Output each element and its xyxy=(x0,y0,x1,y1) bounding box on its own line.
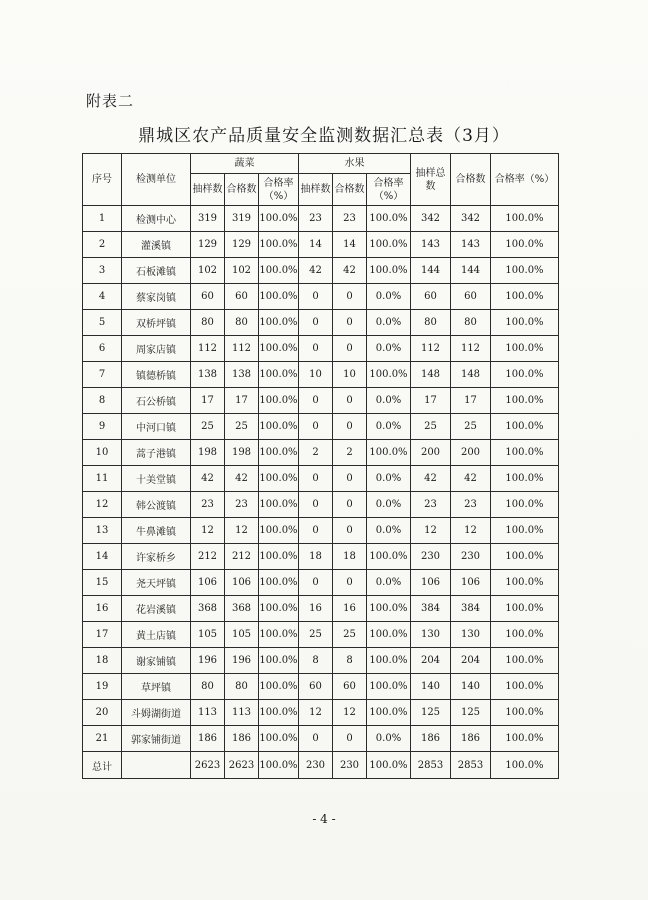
row-number: 17 xyxy=(83,622,122,648)
veg-rate: 100.0% xyxy=(259,596,299,622)
fruit-pass: 12 xyxy=(333,700,367,726)
row-unit: 牛鼻滩镇 xyxy=(122,518,191,544)
fruit-rate: 100.0% xyxy=(367,596,411,622)
veg-pass: 25 xyxy=(225,414,259,440)
table-row xyxy=(83,648,559,674)
total-pass: 106 xyxy=(451,570,491,596)
veg-sample: 196 xyxy=(191,648,225,674)
veg-rate: 100.0% xyxy=(259,648,299,674)
row-number: 2 xyxy=(83,232,122,258)
fruit-sample: 12 xyxy=(299,700,333,726)
total-rate: 100.0% xyxy=(491,466,559,492)
fruit-sample: 0 xyxy=(299,466,333,492)
total-pass: 60 xyxy=(451,284,491,310)
row-number: 16 xyxy=(83,596,122,622)
total-sample: 106 xyxy=(411,570,451,596)
fruit-sample: 8 xyxy=(299,648,333,674)
header-total-pass: 合格数 xyxy=(451,154,491,206)
veg-pass: 80 xyxy=(225,674,259,700)
total-rate: 100.0% xyxy=(491,648,559,674)
veg-pass: 17 xyxy=(225,388,259,414)
total-sample: 23 xyxy=(411,492,451,518)
total-veg-rate: 100.0% xyxy=(259,752,299,779)
table-row xyxy=(83,726,559,752)
table-row xyxy=(83,518,559,544)
veg-pass: 102 xyxy=(225,258,259,284)
veg-pass: 129 xyxy=(225,232,259,258)
total-veg-sample: 2623 xyxy=(191,752,225,779)
fruit-sample: 0 xyxy=(299,570,333,596)
fruit-rate: 0.0% xyxy=(367,310,411,336)
veg-sample: 42 xyxy=(191,466,225,492)
row-number: 15 xyxy=(83,570,122,596)
total-rate: 100.0% xyxy=(491,232,559,258)
total-rate: 100.0% xyxy=(491,362,559,388)
row-unit: 蒿子港镇 xyxy=(122,440,191,466)
veg-rate: 100.0% xyxy=(259,674,299,700)
total-all-rate: 100.0% xyxy=(491,752,559,779)
total-pass: 230 xyxy=(451,544,491,570)
fruit-pass: 0 xyxy=(333,336,367,362)
fruit-rate: 0.0% xyxy=(367,336,411,362)
table-row xyxy=(83,622,559,648)
header-fruits: 水果 xyxy=(299,154,411,174)
table-row xyxy=(83,544,559,570)
veg-pass: 42 xyxy=(225,466,259,492)
monitoring-summary-table xyxy=(82,153,559,779)
total-pass: 25 xyxy=(451,414,491,440)
row-unit: 尧天坪镇 xyxy=(122,570,191,596)
row-unit: 韩公渡镇 xyxy=(122,492,191,518)
fruit-pass: 0 xyxy=(333,726,367,752)
veg-sample: 319 xyxy=(191,206,225,232)
total-all-sample: 2853 xyxy=(411,752,451,779)
veg-pass: 113 xyxy=(225,700,259,726)
header-veg-rate: 合格率（%） xyxy=(259,174,299,206)
table-row xyxy=(83,284,559,310)
fruit-sample: 0 xyxy=(299,310,333,336)
fruit-sample: 16 xyxy=(299,596,333,622)
fruit-rate: 100.0% xyxy=(367,622,411,648)
row-number: 1 xyxy=(83,206,122,232)
total-sample: 42 xyxy=(411,466,451,492)
total-sample: 200 xyxy=(411,440,451,466)
veg-sample: 138 xyxy=(191,362,225,388)
total-pass: 17 xyxy=(451,388,491,414)
total-pass: 144 xyxy=(451,258,491,284)
fruit-pass: 0 xyxy=(333,310,367,336)
fruit-rate: 100.0% xyxy=(367,440,411,466)
total-rate: 100.0% xyxy=(491,258,559,284)
fruit-pass: 25 xyxy=(333,622,367,648)
row-unit: 十美堂镇 xyxy=(122,466,191,492)
total-rate: 100.0% xyxy=(491,284,559,310)
veg-pass: 138 xyxy=(225,362,259,388)
fruit-sample: 18 xyxy=(299,544,333,570)
veg-rate: 100.0% xyxy=(259,570,299,596)
table-row xyxy=(83,700,559,726)
fruit-rate: 0.0% xyxy=(367,388,411,414)
row-number: 13 xyxy=(83,518,122,544)
total-rate: 100.0% xyxy=(491,544,559,570)
table-row xyxy=(83,414,559,440)
table-row xyxy=(83,206,559,232)
veg-pass: 106 xyxy=(225,570,259,596)
header-veg-pass: 合格数 xyxy=(225,174,259,206)
veg-sample: 129 xyxy=(191,232,225,258)
total-rate: 100.0% xyxy=(491,596,559,622)
total-sample: 80 xyxy=(411,310,451,336)
table-row xyxy=(83,570,559,596)
table-title: 鼎城区农产品质量安全监测数据汇总表（3月） xyxy=(138,126,510,146)
total-rate: 100.0% xyxy=(491,206,559,232)
veg-rate: 100.0% xyxy=(259,206,299,232)
veg-sample: 368 xyxy=(191,596,225,622)
fruit-rate: 0.0% xyxy=(367,492,411,518)
veg-rate: 100.0% xyxy=(259,700,299,726)
row-number: 4 xyxy=(83,284,122,310)
fruit-sample: 0 xyxy=(299,336,333,362)
row-number: 6 xyxy=(83,336,122,362)
fruit-rate: 100.0% xyxy=(367,700,411,726)
row-unit: 黄土店镇 xyxy=(122,622,191,648)
fruit-sample: 14 xyxy=(299,232,333,258)
fruit-rate: 0.0% xyxy=(367,570,411,596)
fruit-sample: 25 xyxy=(299,622,333,648)
total-pass: 42 xyxy=(451,466,491,492)
fruit-sample: 42 xyxy=(299,258,333,284)
veg-sample: 212 xyxy=(191,544,225,570)
total-rate: 100.0% xyxy=(491,518,559,544)
fruit-sample: 0 xyxy=(299,284,333,310)
row-number: 9 xyxy=(83,414,122,440)
veg-rate: 100.0% xyxy=(259,362,299,388)
total-pass: 200 xyxy=(451,440,491,466)
total-pass: 342 xyxy=(451,206,491,232)
veg-sample: 80 xyxy=(191,674,225,700)
veg-sample: 105 xyxy=(191,622,225,648)
row-number: 3 xyxy=(83,258,122,284)
fruit-sample: 0 xyxy=(299,414,333,440)
veg-sample: 113 xyxy=(191,700,225,726)
veg-pass: 80 xyxy=(225,310,259,336)
veg-pass: 60 xyxy=(225,284,259,310)
fruit-pass: 0 xyxy=(333,492,367,518)
total-fruit-sample: 230 xyxy=(299,752,333,779)
row-number: 7 xyxy=(83,362,122,388)
total-sample: 384 xyxy=(411,596,451,622)
table-row xyxy=(83,232,559,258)
veg-sample: 25 xyxy=(191,414,225,440)
header-fruit-rate: 合格率（%） xyxy=(367,174,411,206)
fruit-pass: 0 xyxy=(333,466,367,492)
veg-rate: 100.0% xyxy=(259,414,299,440)
veg-pass: 105 xyxy=(225,622,259,648)
total-sample: 112 xyxy=(411,336,451,362)
fruit-pass: 0 xyxy=(333,388,367,414)
table-row xyxy=(83,596,559,622)
veg-rate: 100.0% xyxy=(259,726,299,752)
row-number: 19 xyxy=(83,674,122,700)
fruit-sample: 0 xyxy=(299,518,333,544)
veg-rate: 100.0% xyxy=(259,310,299,336)
fruit-rate: 0.0% xyxy=(367,466,411,492)
total-rate: 100.0% xyxy=(491,336,559,362)
veg-rate: 100.0% xyxy=(259,388,299,414)
veg-rate: 100.0% xyxy=(259,336,299,362)
row-unit: 检测中心 xyxy=(122,206,191,232)
veg-sample: 23 xyxy=(191,492,225,518)
total-rate: 100.0% xyxy=(491,440,559,466)
total-sample: 230 xyxy=(411,544,451,570)
row-unit: 谢家铺镇 xyxy=(122,648,191,674)
table-row xyxy=(83,388,559,414)
fruit-sample: 2 xyxy=(299,440,333,466)
total-all-pass: 2853 xyxy=(451,752,491,779)
veg-pass: 23 xyxy=(225,492,259,518)
row-unit: 石公桥镇 xyxy=(122,388,191,414)
veg-pass: 319 xyxy=(225,206,259,232)
total-sample: 186 xyxy=(411,726,451,752)
row-number: 21 xyxy=(83,726,122,752)
total-rate: 100.0% xyxy=(491,622,559,648)
row-unit: 双桥坪镇 xyxy=(122,310,191,336)
fruit-rate: 100.0% xyxy=(367,674,411,700)
fruit-pass: 16 xyxy=(333,596,367,622)
table-row xyxy=(83,440,559,466)
total-pass: 140 xyxy=(451,674,491,700)
veg-rate: 100.0% xyxy=(259,544,299,570)
fruit-pass: 0 xyxy=(333,414,367,440)
total-veg-pass: 2623 xyxy=(225,752,259,779)
total-pass: 12 xyxy=(451,518,491,544)
row-number: 20 xyxy=(83,700,122,726)
total-rate: 100.0% xyxy=(491,492,559,518)
fruit-pass: 0 xyxy=(333,284,367,310)
header-vegetables: 蔬菜 xyxy=(191,154,299,174)
veg-rate: 100.0% xyxy=(259,466,299,492)
fruit-rate: 100.0% xyxy=(367,362,411,388)
total-sample: 148 xyxy=(411,362,451,388)
table-row xyxy=(83,362,559,388)
veg-pass: 112 xyxy=(225,336,259,362)
row-unit: 灌溪镇 xyxy=(122,232,191,258)
row-unit: 许家桥乡 xyxy=(122,544,191,570)
fruit-sample: 0 xyxy=(299,492,333,518)
fruit-pass: 8 xyxy=(333,648,367,674)
total-sample: 144 xyxy=(411,258,451,284)
header-fruit-pass: 合格数 xyxy=(333,174,367,206)
page-number: - 4 - xyxy=(312,812,336,826)
fruit-pass: 14 xyxy=(333,232,367,258)
total-pass: 186 xyxy=(451,726,491,752)
fruit-pass: 0 xyxy=(333,518,367,544)
veg-rate: 100.0% xyxy=(259,284,299,310)
veg-rate: 100.0% xyxy=(259,440,299,466)
fruit-sample: 10 xyxy=(299,362,333,388)
total-pass: 143 xyxy=(451,232,491,258)
row-unit: 斗姆湖街道 xyxy=(122,700,191,726)
total-sample: 17 xyxy=(411,388,451,414)
veg-rate: 100.0% xyxy=(259,622,299,648)
fruit-pass: 60 xyxy=(333,674,367,700)
fruit-sample: 60 xyxy=(299,674,333,700)
table-row xyxy=(83,336,559,362)
table-row xyxy=(83,492,559,518)
fruit-rate: 0.0% xyxy=(367,518,411,544)
total-fruit-pass: 230 xyxy=(333,752,367,779)
total-rate: 100.0% xyxy=(491,726,559,752)
total-sample: 342 xyxy=(411,206,451,232)
veg-rate: 100.0% xyxy=(259,258,299,284)
header-seq: 序号 xyxy=(83,154,122,206)
veg-pass: 198 xyxy=(225,440,259,466)
total-rate: 100.0% xyxy=(491,700,559,726)
fruit-sample: 0 xyxy=(299,726,333,752)
fruit-rate: 100.0% xyxy=(367,206,411,232)
fruit-pass: 42 xyxy=(333,258,367,284)
total-pass: 130 xyxy=(451,622,491,648)
veg-sample: 198 xyxy=(191,440,225,466)
total-sample: 25 xyxy=(411,414,451,440)
total-sample: 125 xyxy=(411,700,451,726)
row-unit: 蔡家岗镇 xyxy=(122,284,191,310)
veg-sample: 112 xyxy=(191,336,225,362)
table-row xyxy=(83,674,559,700)
header-total-rate: 合格率（%） xyxy=(491,154,559,206)
row-number: 5 xyxy=(83,310,122,336)
total-rate: 100.0% xyxy=(491,414,559,440)
appendix-label: 附表二 xyxy=(86,92,135,110)
total-row xyxy=(83,752,559,779)
fruit-rate: 100.0% xyxy=(367,258,411,284)
row-number: 11 xyxy=(83,466,122,492)
total-sample: 140 xyxy=(411,674,451,700)
total-label: 总计 xyxy=(83,752,122,779)
fruit-rate: 100.0% xyxy=(367,544,411,570)
veg-rate: 100.0% xyxy=(259,492,299,518)
veg-pass: 212 xyxy=(225,544,259,570)
total-pass: 80 xyxy=(451,310,491,336)
veg-sample: 186 xyxy=(191,726,225,752)
fruit-pass: 10 xyxy=(333,362,367,388)
total-pass: 112 xyxy=(451,336,491,362)
veg-rate: 100.0% xyxy=(259,232,299,258)
veg-pass: 12 xyxy=(225,518,259,544)
total-rate: 100.0% xyxy=(491,310,559,336)
veg-sample: 12 xyxy=(191,518,225,544)
table-row xyxy=(83,466,559,492)
row-unit: 周家店镇 xyxy=(122,336,191,362)
veg-sample: 17 xyxy=(191,388,225,414)
total-rate: 100.0% xyxy=(491,388,559,414)
row-unit: 花岩溪镇 xyxy=(122,596,191,622)
total-pass: 125 xyxy=(451,700,491,726)
veg-sample: 106 xyxy=(191,570,225,596)
fruit-rate: 0.0% xyxy=(367,414,411,440)
total-pass: 384 xyxy=(451,596,491,622)
veg-pass: 196 xyxy=(225,648,259,674)
row-unit: 草坪镇 xyxy=(122,674,191,700)
total-sample: 204 xyxy=(411,648,451,674)
fruit-rate: 0.0% xyxy=(367,726,411,752)
total-sample: 12 xyxy=(411,518,451,544)
veg-sample: 80 xyxy=(191,310,225,336)
table-row xyxy=(83,258,559,284)
row-number: 18 xyxy=(83,648,122,674)
fruit-pass: 0 xyxy=(333,570,367,596)
veg-pass: 186 xyxy=(225,726,259,752)
fruit-sample: 23 xyxy=(299,206,333,232)
total-sample: 130 xyxy=(411,622,451,648)
total-pass: 204 xyxy=(451,648,491,674)
row-unit: 郭家铺街道 xyxy=(122,726,191,752)
row-unit: 中河口镇 xyxy=(122,414,191,440)
row-number: 12 xyxy=(83,492,122,518)
row-number: 8 xyxy=(83,388,122,414)
fruit-sample: 0 xyxy=(299,388,333,414)
fruit-pass: 23 xyxy=(333,206,367,232)
veg-sample: 60 xyxy=(191,284,225,310)
header-total-samples: 抽样总数 xyxy=(411,154,451,206)
total-rate: 100.0% xyxy=(491,674,559,700)
header-veg-sample: 抽样数 xyxy=(191,174,225,206)
total-fruit-rate: 100.0% xyxy=(367,752,411,779)
fruit-rate: 100.0% xyxy=(367,648,411,674)
fruit-rate: 0.0% xyxy=(367,284,411,310)
fruit-pass: 2 xyxy=(333,440,367,466)
veg-rate: 100.0% xyxy=(259,518,299,544)
row-number: 10 xyxy=(83,440,122,466)
total-sample: 143 xyxy=(411,232,451,258)
fruit-pass: 18 xyxy=(333,544,367,570)
table-row xyxy=(83,310,559,336)
header-fruit-sample: 抽样数 xyxy=(299,174,333,206)
total-rate: 100.0% xyxy=(491,570,559,596)
fruit-rate: 100.0% xyxy=(367,232,411,258)
total-pass: 23 xyxy=(451,492,491,518)
total-unit-cell xyxy=(122,752,191,779)
table-body xyxy=(83,206,559,752)
veg-pass: 368 xyxy=(225,596,259,622)
row-unit: 石板滩镇 xyxy=(122,258,191,284)
total-sample: 60 xyxy=(411,284,451,310)
header-unit: 检测单位 xyxy=(122,154,191,206)
row-unit: 镇德桥镇 xyxy=(122,362,191,388)
total-pass: 148 xyxy=(451,362,491,388)
veg-sample: 102 xyxy=(191,258,225,284)
row-number: 14 xyxy=(83,544,122,570)
